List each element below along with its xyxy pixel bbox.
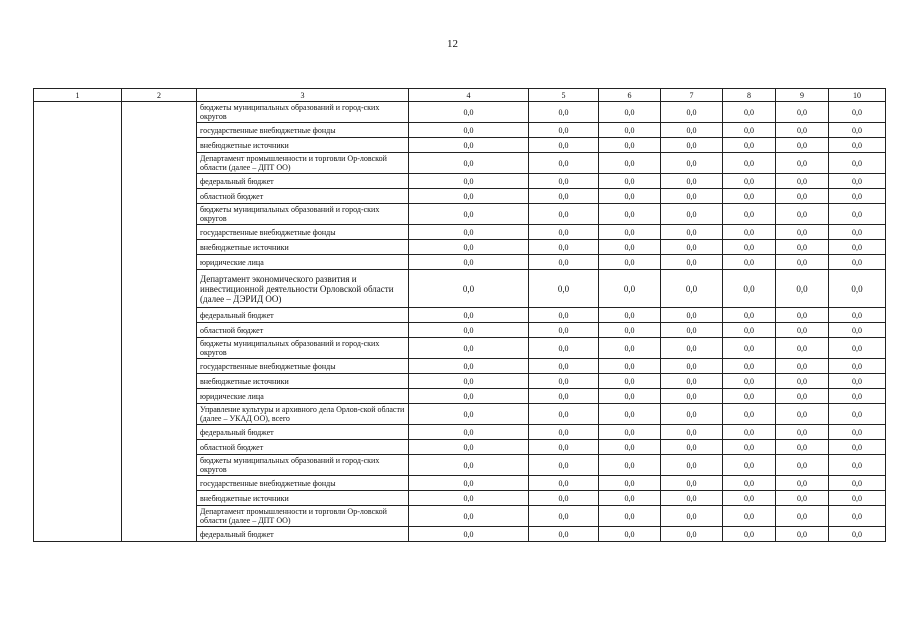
value-cell: 0,0 <box>599 491 661 506</box>
row-label: государственные внебюджетные фонды <box>197 476 409 491</box>
value-cell: 0,0 <box>829 425 886 440</box>
value-cell: 0,0 <box>776 476 829 491</box>
value-cell: 0,0 <box>409 425 529 440</box>
row-label: областной бюджет <box>197 323 409 338</box>
value-cell: 0,0 <box>409 440 529 455</box>
value-cell: 0,0 <box>829 255 886 270</box>
value-cell: 0,0 <box>723 225 776 240</box>
value-cell: 0,0 <box>599 455 661 476</box>
value-cell: 0,0 <box>409 174 529 189</box>
value-cell: 0,0 <box>599 359 661 374</box>
value-cell: 0,0 <box>409 359 529 374</box>
value-cell: 0,0 <box>829 270 886 308</box>
row-label: федеральный бюджет <box>197 308 409 323</box>
value-cell: 0,0 <box>776 323 829 338</box>
value-cell: 0,0 <box>723 440 776 455</box>
value-cell: 0,0 <box>723 204 776 225</box>
value-cell: 0,0 <box>529 527 599 542</box>
value-cell: 0,0 <box>599 123 661 138</box>
value-cell: 0,0 <box>529 123 599 138</box>
value-cell: 0,0 <box>723 123 776 138</box>
empty-cell-col2 <box>122 102 197 542</box>
value-cell: 0,0 <box>829 455 886 476</box>
row-label: государственные внебюджетные фонды <box>197 123 409 138</box>
value-cell: 0,0 <box>723 138 776 153</box>
value-cell: 0,0 <box>599 440 661 455</box>
value-cell: 0,0 <box>829 102 886 123</box>
value-cell: 0,0 <box>723 359 776 374</box>
value-cell: 0,0 <box>529 404 599 425</box>
value-cell: 0,0 <box>829 359 886 374</box>
value-cell: 0,0 <box>529 189 599 204</box>
value-cell: 0,0 <box>661 425 723 440</box>
value-cell: 0,0 <box>776 374 829 389</box>
value-cell: 0,0 <box>776 270 829 308</box>
row-label: Департамент экономического развития и инвестиционной деятельности Орловской области (далее – ДЭРИД ОО) <box>197 270 409 308</box>
value-cell: 0,0 <box>723 255 776 270</box>
value-cell: 0,0 <box>661 138 723 153</box>
value-cell: 0,0 <box>723 389 776 404</box>
column-header: 6 <box>599 89 661 102</box>
value-cell: 0,0 <box>776 338 829 359</box>
value-cell: 0,0 <box>529 204 599 225</box>
value-cell: 0,0 <box>723 476 776 491</box>
value-cell: 0,0 <box>409 308 529 323</box>
value-cell: 0,0 <box>776 425 829 440</box>
value-cell: 0,0 <box>661 476 723 491</box>
value-cell: 0,0 <box>661 359 723 374</box>
value-cell: 0,0 <box>529 174 599 189</box>
value-cell: 0,0 <box>661 174 723 189</box>
value-cell: 0,0 <box>661 255 723 270</box>
value-cell: 0,0 <box>599 138 661 153</box>
row-label: бюджеты муниципальных образований и город-ских округов <box>197 338 409 359</box>
value-cell: 0,0 <box>776 506 829 527</box>
value-cell: 0,0 <box>776 189 829 204</box>
value-cell: 0,0 <box>829 440 886 455</box>
row-label: областной бюджет <box>197 440 409 455</box>
value-cell: 0,0 <box>776 359 829 374</box>
value-cell: 0,0 <box>661 404 723 425</box>
row-label: бюджеты муниципальных образований и город-ских округов <box>197 204 409 225</box>
value-cell: 0,0 <box>829 189 886 204</box>
value-cell: 0,0 <box>829 225 886 240</box>
value-cell: 0,0 <box>829 204 886 225</box>
value-cell: 0,0 <box>599 323 661 338</box>
column-header: 3 <box>197 89 409 102</box>
value-cell: 0,0 <box>599 476 661 491</box>
value-cell: 0,0 <box>409 102 529 123</box>
row-label: государственные внебюджетные фонды <box>197 359 409 374</box>
value-cell: 0,0 <box>529 323 599 338</box>
value-cell: 0,0 <box>661 389 723 404</box>
value-cell: 0,0 <box>409 338 529 359</box>
row-label: государственные внебюджетные фонды <box>197 225 409 240</box>
empty-cell-col1 <box>34 102 122 542</box>
value-cell: 0,0 <box>776 225 829 240</box>
value-cell: 0,0 <box>829 338 886 359</box>
value-cell: 0,0 <box>599 527 661 542</box>
value-cell: 0,0 <box>529 225 599 240</box>
value-cell: 0,0 <box>776 440 829 455</box>
value-cell: 0,0 <box>529 476 599 491</box>
page-number: 12 <box>447 38 458 50</box>
column-header: 10 <box>829 89 886 102</box>
row-label: юридические лица <box>197 389 409 404</box>
value-cell: 0,0 <box>829 240 886 255</box>
value-cell: 0,0 <box>723 323 776 338</box>
value-cell: 0,0 <box>529 359 599 374</box>
budget-table <box>33 88 886 542</box>
value-cell: 0,0 <box>661 240 723 255</box>
value-cell: 0,0 <box>661 491 723 506</box>
value-cell: 0,0 <box>529 255 599 270</box>
value-cell: 0,0 <box>829 527 886 542</box>
value-cell: 0,0 <box>776 102 829 123</box>
value-cell: 0,0 <box>529 270 599 308</box>
value-cell: 0,0 <box>723 506 776 527</box>
column-header: 2 <box>122 89 197 102</box>
header-row <box>34 89 886 102</box>
value-cell: 0,0 <box>599 506 661 527</box>
value-cell: 0,0 <box>723 374 776 389</box>
value-cell: 0,0 <box>776 308 829 323</box>
value-cell: 0,0 <box>776 455 829 476</box>
value-cell: 0,0 <box>599 374 661 389</box>
value-cell: 0,0 <box>661 323 723 338</box>
value-cell: 0,0 <box>529 153 599 174</box>
row-label: федеральный бюджет <box>197 527 409 542</box>
row-label: Управление культуры и архивного дела Орлов-ской области (далее – УКАД ОО), всего <box>197 404 409 425</box>
value-cell: 0,0 <box>829 174 886 189</box>
row-label: федеральный бюджет <box>197 174 409 189</box>
row-label: Департамент промышленности и торговли Ор-ловской области (далее – ДПТ ОО) <box>197 506 409 527</box>
column-header: 1 <box>34 89 122 102</box>
value-cell: 0,0 <box>409 374 529 389</box>
value-cell: 0,0 <box>409 189 529 204</box>
value-cell: 0,0 <box>409 506 529 527</box>
value-cell: 0,0 <box>723 527 776 542</box>
value-cell: 0,0 <box>829 506 886 527</box>
value-cell: 0,0 <box>776 174 829 189</box>
value-cell: 0,0 <box>829 389 886 404</box>
value-cell: 0,0 <box>723 174 776 189</box>
value-cell: 0,0 <box>723 425 776 440</box>
value-cell: 0,0 <box>829 138 886 153</box>
value-cell: 0,0 <box>529 491 599 506</box>
value-cell: 0,0 <box>409 455 529 476</box>
value-cell: 0,0 <box>529 102 599 123</box>
value-cell: 0,0 <box>529 425 599 440</box>
row-label: внебюджетные источники <box>197 240 409 255</box>
value-cell: 0,0 <box>409 527 529 542</box>
value-cell: 0,0 <box>776 527 829 542</box>
value-cell: 0,0 <box>409 240 529 255</box>
value-cell: 0,0 <box>776 255 829 270</box>
value-cell: 0,0 <box>661 153 723 174</box>
value-cell: 0,0 <box>661 102 723 123</box>
value-cell: 0,0 <box>723 404 776 425</box>
value-cell: 0,0 <box>776 138 829 153</box>
row-label: бюджеты муниципальных образований и город-ских округов <box>197 455 409 476</box>
value-cell: 0,0 <box>723 189 776 204</box>
column-header: 4 <box>409 89 529 102</box>
value-cell: 0,0 <box>661 225 723 240</box>
value-cell: 0,0 <box>599 308 661 323</box>
value-cell: 0,0 <box>599 270 661 308</box>
value-cell: 0,0 <box>829 374 886 389</box>
value-cell: 0,0 <box>599 404 661 425</box>
value-cell: 0,0 <box>661 440 723 455</box>
value-cell: 0,0 <box>776 491 829 506</box>
value-cell: 0,0 <box>776 123 829 138</box>
value-cell: 0,0 <box>529 506 599 527</box>
value-cell: 0,0 <box>529 374 599 389</box>
table-row <box>34 102 886 123</box>
value-cell: 0,0 <box>529 138 599 153</box>
value-cell: 0,0 <box>829 308 886 323</box>
value-cell: 0,0 <box>409 404 529 425</box>
value-cell: 0,0 <box>723 102 776 123</box>
value-cell: 0,0 <box>599 153 661 174</box>
value-cell: 0,0 <box>661 189 723 204</box>
row-label: федеральный бюджет <box>197 425 409 440</box>
row-label: внебюджетные источники <box>197 138 409 153</box>
value-cell: 0,0 <box>723 455 776 476</box>
value-cell: 0,0 <box>723 338 776 359</box>
value-cell: 0,0 <box>829 123 886 138</box>
value-cell: 0,0 <box>409 491 529 506</box>
value-cell: 0,0 <box>409 476 529 491</box>
value-cell: 0,0 <box>529 308 599 323</box>
value-cell: 0,0 <box>529 455 599 476</box>
value-cell: 0,0 <box>661 455 723 476</box>
value-cell: 0,0 <box>409 323 529 338</box>
column-header: 5 <box>529 89 599 102</box>
value-cell: 0,0 <box>409 123 529 138</box>
value-cell: 0,0 <box>661 338 723 359</box>
value-cell: 0,0 <box>409 270 529 308</box>
value-cell: 0,0 <box>829 153 886 174</box>
value-cell: 0,0 <box>661 204 723 225</box>
value-cell: 0,0 <box>599 338 661 359</box>
value-cell: 0,0 <box>529 440 599 455</box>
value-cell: 0,0 <box>599 389 661 404</box>
value-cell: 0,0 <box>409 204 529 225</box>
column-header: 7 <box>661 89 723 102</box>
value-cell: 0,0 <box>599 204 661 225</box>
value-cell: 0,0 <box>723 153 776 174</box>
value-cell: 0,0 <box>723 270 776 308</box>
row-label: бюджеты муниципальных образований и город-ских округов <box>197 102 409 123</box>
value-cell: 0,0 <box>409 153 529 174</box>
value-cell: 0,0 <box>529 338 599 359</box>
value-cell: 0,0 <box>409 225 529 240</box>
value-cell: 0,0 <box>829 404 886 425</box>
value-cell: 0,0 <box>529 240 599 255</box>
row-label: областной бюджет <box>197 189 409 204</box>
row-label: Департамент промышленности и торговли Ор-ловской области (далее – ДПТ ОО) <box>197 153 409 174</box>
value-cell: 0,0 <box>661 506 723 527</box>
value-cell: 0,0 <box>529 389 599 404</box>
value-cell: 0,0 <box>599 102 661 123</box>
value-cell: 0,0 <box>661 374 723 389</box>
value-cell: 0,0 <box>599 255 661 270</box>
value-cell: 0,0 <box>409 255 529 270</box>
value-cell: 0,0 <box>723 240 776 255</box>
value-cell: 0,0 <box>599 174 661 189</box>
value-cell: 0,0 <box>776 204 829 225</box>
value-cell: 0,0 <box>599 425 661 440</box>
value-cell: 0,0 <box>661 527 723 542</box>
value-cell: 0,0 <box>776 153 829 174</box>
value-cell: 0,0 <box>661 308 723 323</box>
value-cell: 0,0 <box>409 138 529 153</box>
value-cell: 0,0 <box>599 225 661 240</box>
value-cell: 0,0 <box>776 404 829 425</box>
value-cell: 0,0 <box>776 389 829 404</box>
value-cell: 0,0 <box>829 323 886 338</box>
value-cell: 0,0 <box>723 308 776 323</box>
value-cell: 0,0 <box>661 123 723 138</box>
value-cell: 0,0 <box>599 240 661 255</box>
value-cell: 0,0 <box>409 389 529 404</box>
row-label: внебюджетные источники <box>197 491 409 506</box>
value-cell: 0,0 <box>661 270 723 308</box>
value-cell: 0,0 <box>723 491 776 506</box>
value-cell: 0,0 <box>829 476 886 491</box>
row-label: внебюджетные источники <box>197 374 409 389</box>
value-cell: 0,0 <box>829 491 886 506</box>
value-cell: 0,0 <box>776 240 829 255</box>
column-header: 8 <box>723 89 776 102</box>
row-label: юридические лица <box>197 255 409 270</box>
value-cell: 0,0 <box>599 189 661 204</box>
column-header: 9 <box>776 89 829 102</box>
